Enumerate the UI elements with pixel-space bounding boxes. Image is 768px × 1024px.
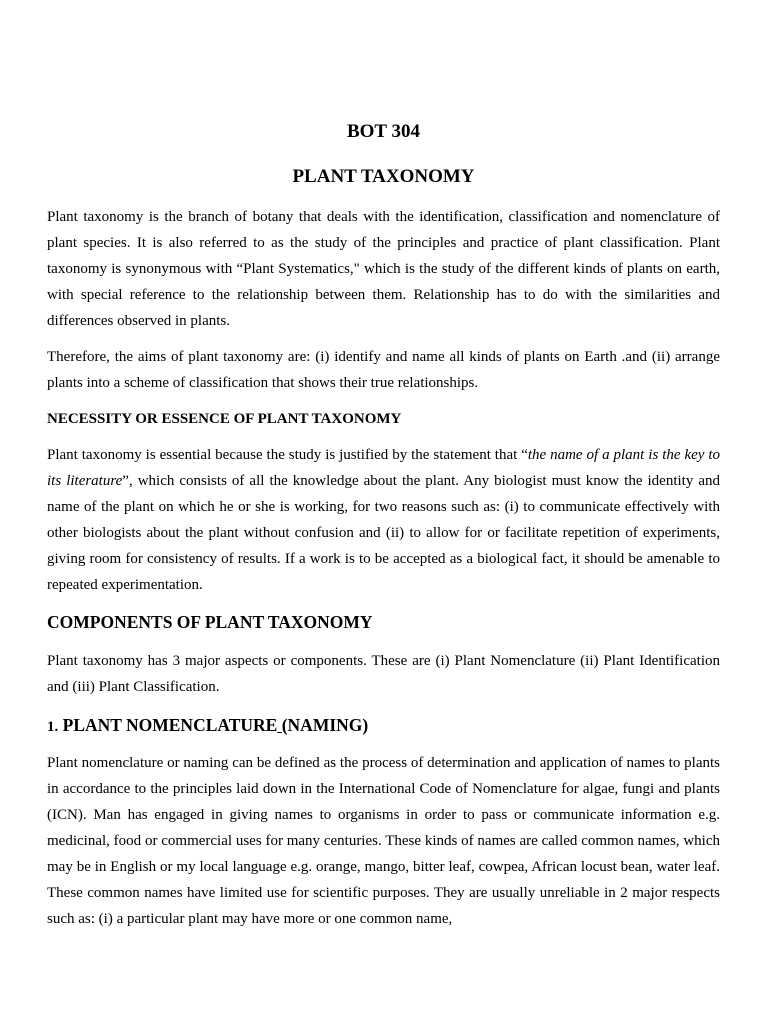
necessity-paragraph (47, 442, 720, 598)
intro-paragraph: Plant taxonomy is the branch of botany that deals with the identification, classification and nomenclature of plant species. It is also referred to as the study of the principles and practice of plant classification. Plant taxonomy is synonymous with “Plant Systematics," which is the study of the different kinds of plants on earth, with special reference to the relationship between them. Relationship has to do with the similarities and differences observed in plants. (47, 209, 720, 329)
nomenclature-heading (47, 713, 720, 739)
course-code: BOT 304 (346, 121, 421, 142)
necessity-text-after-quote: ”, which consists of all the knowledge about the plant. Any biologist must know the identity and name of the plant on which he or she is working, for two reasons such as: (i) to communicate effectively with other biologists about the plant without confusion and (ii) to allow for or facilitate repetition of experiments, giving room for consistency of results. If a work is to be accepted as a biological fact, it should be amenable to repeated experimentation. (47, 473, 720, 593)
necessity-quote: the name of a plant is the key to its literature (47, 447, 720, 489)
nomenclature-heading-suffix: (NAMING) (281, 715, 369, 735)
necessity-text-before-quote: Plant taxonomy is essential because the study is justified by the statement that “ (47, 447, 528, 463)
document-title: PLANT TAXONOMY (292, 166, 475, 187)
nomenclature-heading-title: PLANT NOMENCLATURE (62, 715, 278, 735)
nomenclature-heading-number: 1. (47, 719, 59, 735)
components-heading: COMPONENTS OF PLANT TAXONOMY (47, 612, 373, 632)
nomenclature-paragraph: Plant nomenclature or naming can be defined as the process of determination and application of names to plants in accordance to the principles laid down in the International Code of Nomenclature for algae, fungi and plants (ICN). Man has engaged in giving names to organisms in order to pass or communicate information e.g. medicinal, food or commercial uses for many centuries. These kinds of names are called common names, which may be in English or my local language e.g. orange, mango, bitter leaf, cowpea, African locust bean, water leaf. These common names have limited use for scientific purposes. They are usually unreliable in 2 major respects such as: (i) a particular plant may have more or one common name, (47, 755, 720, 927)
aims-paragraph: Therefore, the aims of plant taxonomy are: (i) identify and name all kinds of plants on Earth .and (ii) arrange plants into a scheme of classification that shows their true relationships. (47, 349, 720, 391)
components-paragraph: Plant taxonomy has 3 major aspects or components. These are (i) Plant Nomenclature (ii) Plant Identification and (iii) Plant Classification. (47, 653, 720, 695)
necessity-heading: NECESSITY OR ESSENCE OF PLANT TAXONOMY (47, 411, 402, 427)
